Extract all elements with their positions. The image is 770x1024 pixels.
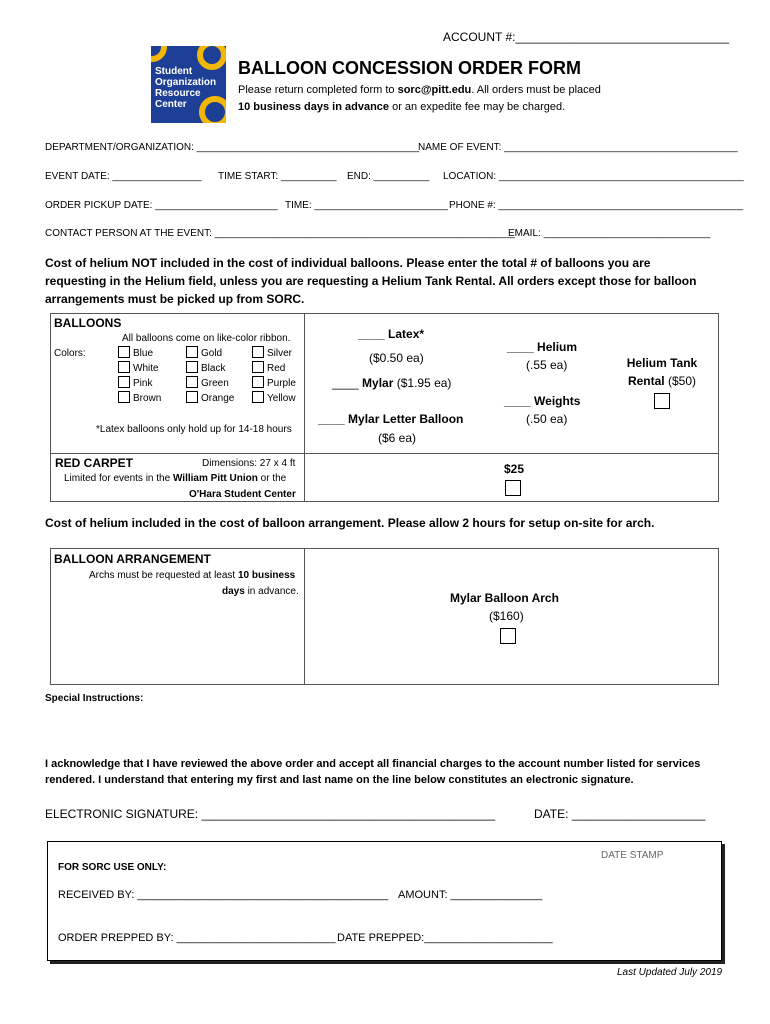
color-option-blue[interactable]: Blue [118,346,161,361]
black-checkbox[interactable] [186,361,198,373]
email-field[interactable]: EMAIL: ______________________________ [508,228,711,239]
pink-checkbox[interactable] [118,376,130,388]
weights-quantity[interactable]: ____ Weights [504,394,581,408]
pickup-time-field[interactable]: TIME: ________________________ [285,200,448,211]
dept-field[interactable]: DEPARTMENT/ORGANIZATION: ________________________________________ [45,142,420,153]
location-field[interactable]: LOCATION: ____________________________________________ [443,171,744,182]
mylar-letter-quantity[interactable]: ____ Mylar Letter Balloon [318,412,464,426]
mylar-letter-price: ($6 ea) [378,431,417,445]
tank-label: Helium Tank [626,356,698,370]
balloons-heading: BALLOONS [54,316,122,330]
prepped-by-field[interactable]: ORDER PREPPED BY: __________________________ [58,932,336,944]
red-carpet-dimensions: Dimensions: 27 x 4 ft [202,458,296,469]
red-carpet-heading: RED CARPET [55,456,134,470]
time-start-field[interactable]: TIME START: __________ [218,171,337,182]
date-stamp-label: DATE STAMP [601,850,664,861]
tank-rental-checkbox[interactable] [654,393,670,409]
balloons-divider [304,313,305,502]
color-option-yellow[interactable]: Yellow [252,391,296,406]
color-option-pink[interactable]: Pink [118,376,161,391]
red-checkbox[interactable] [252,361,264,373]
special-instructions-label[interactable]: Special Instructions: [45,693,144,704]
brown-checkbox[interactable] [118,391,130,403]
sorc-use-label: FOR SORC USE ONLY: [58,862,167,873]
color-option-silver[interactable]: Silver [252,346,296,361]
event-name-field[interactable]: NAME OF EVENT: __________________________________________ [418,142,738,153]
form-title: BALLOON CONCESSION ORDER FORM [238,58,582,78]
balloons-intro-2: requesting in the Helium field, unless you are requesting a Helium Tank Rental. All orders except those for balloon [45,274,697,288]
end-field[interactable]: END: __________ [347,171,430,182]
subtitle-line2: 10 business days in advance or an expedite fee may be charged. [238,101,566,113]
arrangement-divider [304,548,305,685]
logo-text: Student Organization Resource Center [155,66,217,110]
arrangement-note-2: days in advance. [222,586,299,597]
color-option-black[interactable]: Black [186,361,234,376]
acknowledgement-2: rendered. I understand that entering my first and last name on the line below constitutes an electronic signature. [45,774,634,786]
latex-note: *Latex balloons only hold up for 14-18 hours [96,424,292,435]
orange-checkbox[interactable] [186,391,198,403]
latex-quantity[interactable]: ____ Latex* [358,327,425,341]
helium-quantity[interactable]: ____ Helium [507,340,578,354]
color-option-gold[interactable]: Gold [186,346,234,361]
red-carpet-checkbox[interactable] [505,480,521,496]
colors-label: Colors: [54,348,86,359]
color-option-brown[interactable]: Brown [118,391,161,406]
ribbon-note: All balloons come on like-color ribbon. [122,333,291,344]
arch-checkbox[interactable] [500,628,516,644]
color-option-white[interactable]: White [118,361,161,376]
white-checkbox[interactable] [118,361,130,373]
gold-checkbox[interactable] [186,346,198,358]
color-option-green[interactable]: Green [186,376,234,391]
date-prepped-field[interactable]: DATE PREPPED:_____________________ [337,932,553,944]
balloons-intro-3: arrangements must be picked up from SORC. [45,292,305,306]
colors-col2 [186,346,234,406]
pickup-date-field[interactable]: ORDER PICKUP DATE: ______________________ [45,200,278,211]
weights-price: (.50 ea) [526,412,568,426]
acknowledgement-1: I acknowledge that I have reviewed the above order and accept all financial charges to the account number listed for services [45,758,701,770]
color-option-orange[interactable]: Orange [186,391,234,406]
arrangement-heading: BALLOON ARRANGEMENT [54,552,211,566]
yellow-checkbox[interactable] [252,391,264,403]
sorc-logo [151,46,226,123]
silver-checkbox[interactable] [252,346,264,358]
signature-date-field[interactable]: DATE: ____________________ [534,807,706,821]
arrangement-intro: Cost of helium included in the cost of balloon arrangement. Please allow 2 hours for setup on-site for arch. [45,516,655,530]
colors-col1 [118,346,161,406]
last-updated: Last Updated July 2019 [617,967,723,978]
mylar-quantity[interactable]: ____ Mylar ($1.95 ea) [332,376,452,390]
red-carpet-price: $25 [504,462,525,476]
phone-field[interactable]: PHONE #: ____________________________________________ [449,200,744,211]
tank-price: Rental ($50) [627,374,697,388]
colors-col3 [252,346,296,406]
arch-label: Mylar Balloon Arch [450,591,559,605]
account-field[interactable]: ACCOUNT #:________________________________ [443,30,730,44]
blue-checkbox[interactable] [118,346,130,358]
arch-price: ($160) [489,609,524,623]
latex-price: ($0.50 ea) [369,351,424,365]
helium-price: (.55 ea) [526,358,568,372]
received-by-field[interactable]: RECEIVED BY: _________________________________________ [58,889,389,901]
contact-field[interactable]: CONTACT PERSON AT THE EVENT: ______________________________________________________ [45,228,515,239]
arrangement-table [50,548,719,685]
red-carpet-venue: O'Hara Student Center [189,489,296,500]
red-carpet-limited: Limited for events in the William Pitt Union or the [64,473,287,484]
color-option-red[interactable]: Red [252,361,296,376]
balloons-intro-1: Cost of helium NOT included in the cost of individual balloons. Please enter the total # of balloons you are [45,256,651,270]
amount-field[interactable]: AMOUNT: _______________ [398,889,543,901]
subtitle-line1: Please return completed form to sorc@pitt.edu. All orders must be placed [238,84,601,96]
green-checkbox[interactable] [186,376,198,388]
arrangement-note-1: Archs must be requested at least 10 business [89,570,296,581]
event-date-field[interactable]: EVENT DATE: ________________ [45,171,202,182]
signature-field[interactable]: ELECTRONIC SIGNATURE: ____________________________________________ [45,807,496,821]
purple-checkbox[interactable] [252,376,264,388]
red-carpet-divider [50,453,719,454]
color-option-purple[interactable]: Purple [252,376,296,391]
